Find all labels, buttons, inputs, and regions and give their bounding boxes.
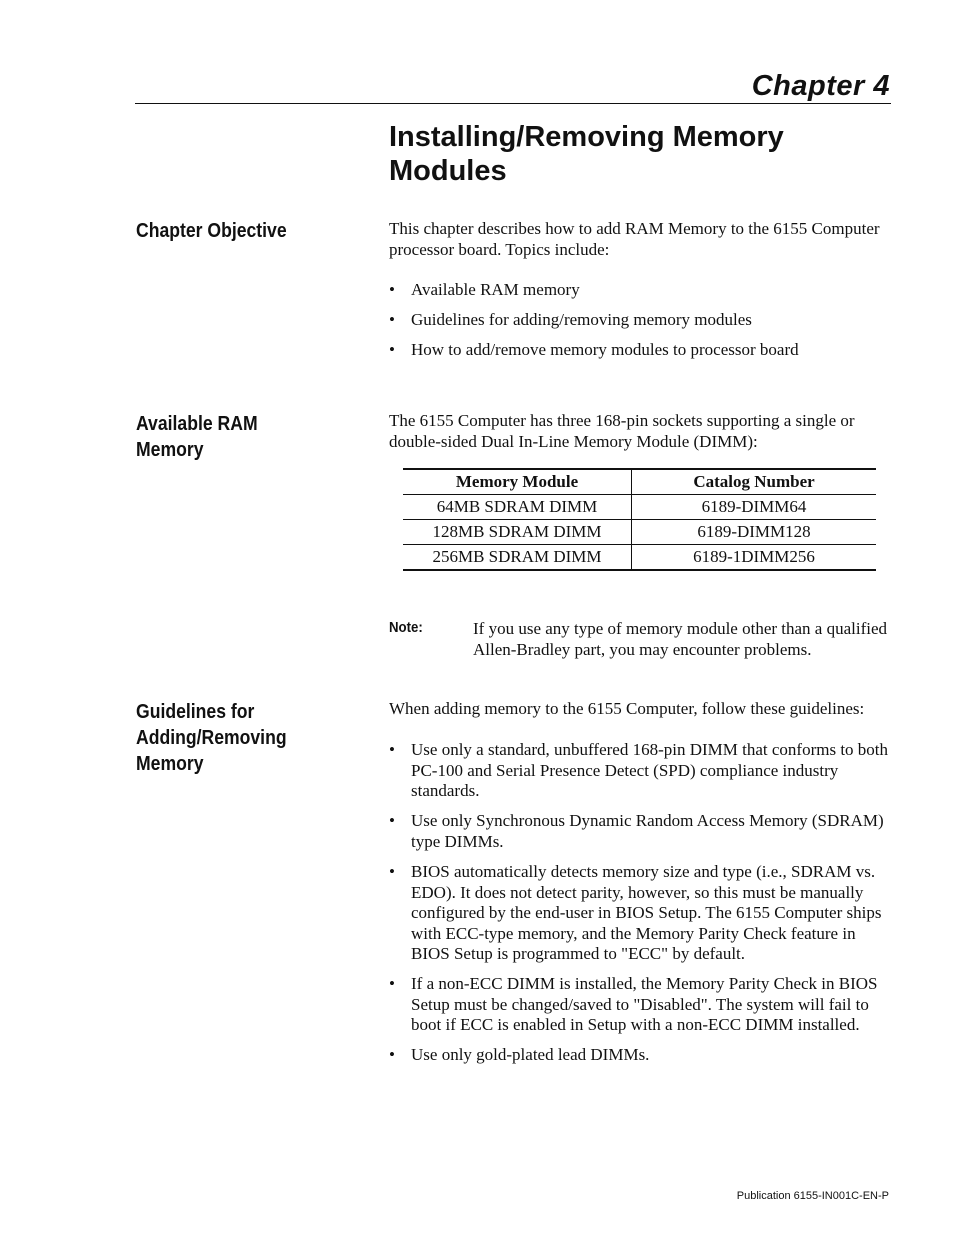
guideline-bullet-text: Use only Synchronous Dynamic Random Access Memory (SDRAM) type DIMMs. <box>411 811 884 851</box>
table-cell-module: 256MB SDRAM DIMM <box>403 545 632 571</box>
bullet-mark: • <box>389 1045 395 1064</box>
guideline-bullet-text: Use only gold-plated lead DIMMs. <box>411 1045 650 1064</box>
memory-table <box>403 468 876 571</box>
publication-footer: Publication 6155-IN001C-EN-P <box>736 1190 889 1202</box>
bullet-mark: • <box>389 280 395 299</box>
objective-bullet-text: Available RAM memory <box>411 280 580 299</box>
table-row <box>403 520 876 545</box>
chapter-rule <box>135 103 891 104</box>
table-header-catalog-number: Catalog Number <box>693 472 815 491</box>
table-cell-catalog: 6189-DIMM64 <box>701 497 807 516</box>
guidelines-heading-line3: Memory <box>136 753 204 775</box>
table-cell-catalog: 6189-1DIMM256 <box>693 547 815 566</box>
chapter-label: Chapter 4 <box>751 70 890 102</box>
chapter-title <box>389 120 889 188</box>
objective-bullet-text: Guidelines for adding/removing memory modules <box>411 310 752 329</box>
bullet-mark: • <box>389 974 395 993</box>
note-label: Note: <box>389 619 423 636</box>
ram-intro: The 6155 Computer has three 168-pin sockets supporting a single or double-sided Dual In-Line Memory Module (DIMM): <box>389 411 855 451</box>
guideline-bullet-text: BIOS automatically detects memory size and type (i.e., SDRAM vs. EDO). It does not detect parity, however, so this must be manually configured by the end-user in BIOS Setup. The 6155 Computer ships with ECC-type memory, and the Memory Parity Check feature in BIOS Setup is programmed to "ECC" by default. <box>411 862 882 963</box>
table-cell-catalog: 6189-DIMM128 <box>697 522 811 541</box>
bullet-mark: • <box>389 740 395 759</box>
bullet-mark: • <box>389 862 395 881</box>
guidelines-heading-line2: Adding/Removing <box>136 727 287 749</box>
bullet-mark: • <box>389 310 395 329</box>
objective-bullet-text: How to add/remove memory modules to processor board <box>411 340 799 359</box>
chapter-title-line2: Modules <box>389 155 507 187</box>
table-row <box>403 495 876 520</box>
guideline-bullet-text: Use only a standard, unbuffered 168-pin DIMM that conforms to both PC-100 and Serial Presence Detect (SPD) compliance industry standards. <box>411 740 889 800</box>
table-header-row <box>403 469 876 495</box>
ram-heading: Available RAM Memory <box>136 413 258 461</box>
table-cell-module: 128MB SDRAM DIMM <box>403 520 632 545</box>
note-text: If you use any type of memory module other than a qualified Allen-Bradley part, you may encounter problems. <box>473 619 888 659</box>
table-cell-module: 64MB SDRAM DIMM <box>403 495 632 520</box>
chapter-title-line1: Installing/Removing Memory <box>389 121 784 153</box>
guideline-bullet-text: If a non-ECC DIMM is installed, the Memory Parity Check in BIOS Setup must be changed/saved to "Disabled". The system will fail to boot if ECC is enabled in Setup with a non-ECC DIMM installed. <box>411 974 878 1034</box>
table-header-memory-module: Memory Module <box>403 469 632 495</box>
bullet-mark: • <box>389 811 395 830</box>
objective-heading: Chapter Objective <box>136 220 287 242</box>
guidelines-intro: When adding memory to the 6155 Computer, follow these guidelines: <box>389 699 865 718</box>
objective-intro: This chapter describes how to add RAM Memory to the 6155 Computer processor board. Topics include: <box>389 219 880 259</box>
bullet-mark: • <box>389 340 395 359</box>
table-row <box>403 545 876 571</box>
guidelines-heading-line1: Guidelines for <box>136 701 255 723</box>
guidelines-heading <box>136 699 325 777</box>
